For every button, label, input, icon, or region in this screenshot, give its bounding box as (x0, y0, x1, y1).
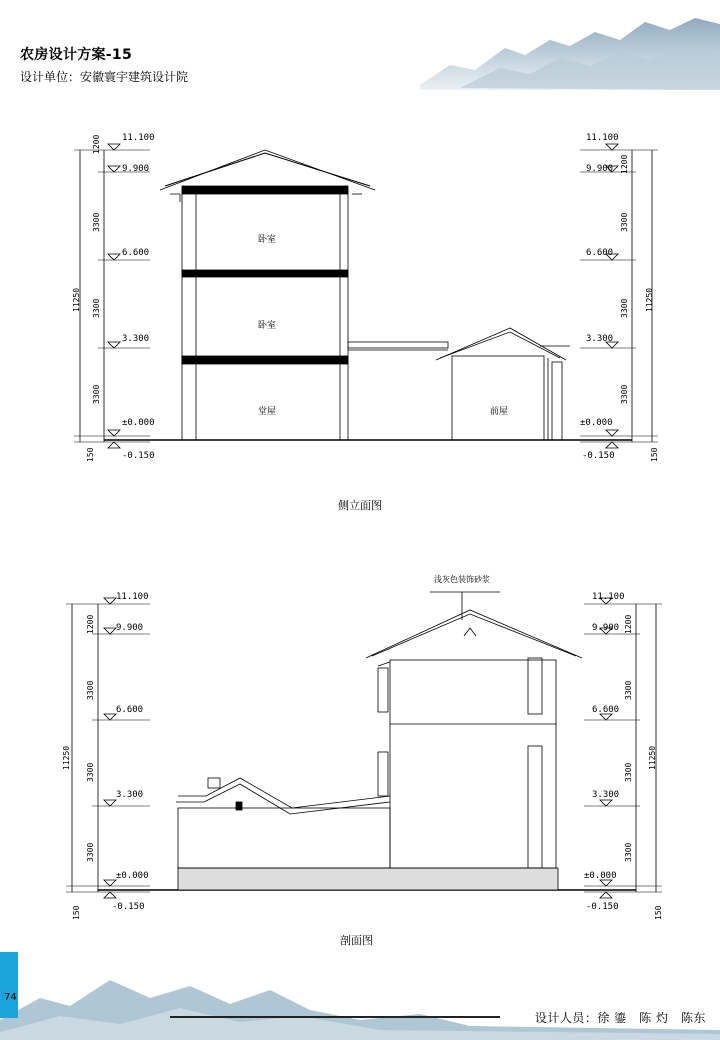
level-label: 9.900 (586, 164, 614, 174)
dimension-label: 3300 (620, 298, 629, 318)
dimension-label: 1200 (92, 134, 101, 154)
dimension-label: 150 (650, 447, 659, 462)
page-number: 74 (4, 992, 17, 1003)
total-dimension-label: 11250 (648, 745, 657, 770)
level-label: 11.100 (592, 592, 625, 602)
dimension-label: 1200 (624, 614, 633, 634)
level-label: 3.300 (122, 334, 150, 344)
room-label: 卧室 (258, 235, 277, 245)
dimension-label: 3300 (620, 212, 629, 232)
level-label: -0.150 (582, 451, 615, 461)
level-label: -0.150 (586, 902, 619, 912)
total-dimension-label: 11250 (62, 745, 71, 770)
level-label: -0.150 (122, 451, 155, 461)
dimension-label: 3300 (624, 842, 633, 862)
level-label: 11.100 (586, 133, 619, 143)
dimension-label: 1200 (86, 614, 95, 634)
level-label: 9.900 (592, 623, 620, 633)
dimension-label: 3300 (92, 298, 101, 318)
level-label: 3.300 (586, 334, 614, 344)
section-caption: 剖面图 (340, 934, 373, 947)
level-label: ±0.000 (584, 871, 617, 881)
dimension-label: 3300 (86, 680, 95, 700)
level-label: ±0.000 (122, 418, 155, 428)
level-label: 11.100 (122, 133, 155, 143)
side-elevation-caption: 侧立面图 (338, 499, 382, 512)
design-unit: 设计单位：安徽寰宇建筑设计院 (20, 70, 189, 84)
footer-divider (170, 1016, 500, 1018)
level-label: 3.300 (116, 790, 144, 800)
room-label: 堂屋 (258, 407, 277, 417)
dimension-label: 3300 (92, 384, 101, 404)
dimension-label: 3300 (624, 762, 633, 782)
dimension-label: 150 (72, 905, 81, 920)
level-label: 9.900 (122, 164, 150, 174)
level-label: ±0.000 (116, 871, 149, 881)
room-label: 前屋 (490, 407, 509, 417)
level-label: 11.100 (116, 592, 149, 602)
level-label: 3.300 (592, 790, 620, 800)
page-accent-bar (0, 952, 18, 1018)
dimension-label: 1200 (620, 154, 629, 174)
level-label: 6.600 (116, 705, 144, 715)
total-dimension-label: 11250 (72, 287, 81, 312)
room-label: 卧室 (258, 321, 277, 331)
dimension-label: 150 (86, 447, 95, 462)
level-label: 6.600 (592, 705, 620, 715)
page-title: 农房设计方案-15 (20, 47, 132, 63)
footer-mountain-decoration (0, 950, 720, 1040)
dimension-label: 3300 (92, 212, 101, 232)
dimension-label: 3300 (624, 680, 633, 700)
design-credits: 设计人员：徐 鎏 陈 灼 陈东 (534, 1011, 706, 1025)
total-dimension-label: 11250 (645, 287, 654, 312)
material-note: 浅灰色装饰砂浆 (434, 575, 490, 584)
dimension-label: 3300 (620, 384, 629, 404)
dimension-label: 3300 (86, 842, 95, 862)
level-label: 6.600 (122, 248, 150, 258)
level-label: ±0.000 (580, 418, 613, 428)
level-label: 6.600 (586, 248, 614, 258)
level-label: 9.900 (116, 623, 144, 633)
dimension-label: 3300 (86, 762, 95, 782)
level-label: -0.150 (112, 902, 145, 912)
header-mountain-decoration (420, 10, 720, 90)
dimension-label: 150 (654, 905, 663, 920)
